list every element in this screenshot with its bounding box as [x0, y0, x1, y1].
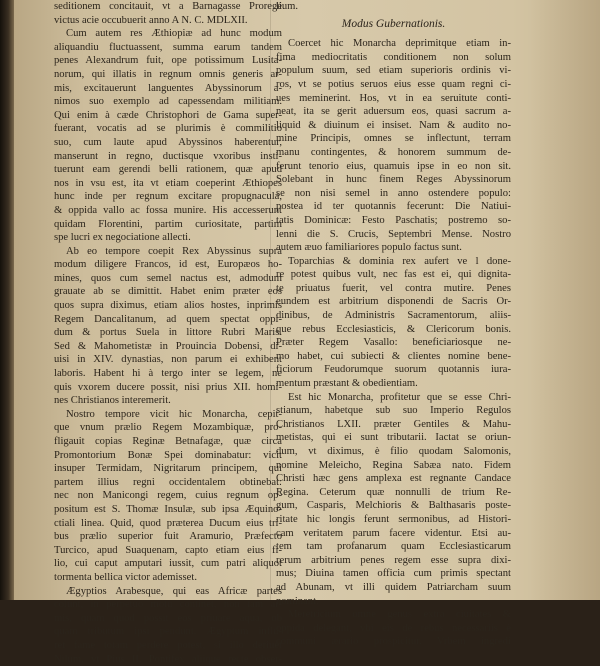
text-line: ficiorum Feudorumque suorum quotannis iura- [276, 363, 511, 377]
right-text-column [276, 0, 511, 600]
text-line: mis, quam quod possit eos priuare aqua, ob [54, 612, 282, 626]
text-line: Nostro tempore vicit hic Monarcha, cepit- [54, 408, 282, 422]
right-column-top-lines [276, 0, 511, 14]
text-line: se non nisi semel in anno ostendere populo: [276, 187, 511, 201]
book-binding [0, 0, 14, 600]
text-line: communi ærario prospicitur. Vrbem ingredi [276, 635, 511, 649]
text-line: norum, qui illatis in regnum omnis generis ar- [54, 68, 282, 82]
text-line: ad Abunam, vt illi quidem Patriarcham suum [276, 581, 511, 595]
text-line: fligauit copias Reginæ Betnafagæ, quæ circa [54, 435, 282, 449]
text-line: Christianos LXII. præter Gentiles & Mahu- [276, 418, 511, 432]
text-line: te priuatus fuerit, vel contra mutire. Penes [276, 282, 511, 296]
text-line: nominant. [276, 595, 511, 609]
text-line: fuerant, vocatis ad se plurimis è commilitio [54, 122, 282, 136]
text-line: nes Christianos interemerit. [54, 394, 282, 408]
text-line: mo habet, cui subiecti & clientes nomine bene- [276, 350, 511, 364]
text-line: ferunt tenorio eius, quamuis ipse in eo non sit. [276, 160, 511, 174]
text-line: insuper Termidam, Nigritarum principem, qui [54, 462, 282, 476]
text-line: mine Principis, omnes se inflectunt, terram [276, 132, 511, 146]
text-line: mus; Diuina tamen officia cum primis spectant [276, 567, 511, 581]
text-line: positum est S. Thomæ Insulæ, sub ipsa Æquino- [54, 503, 282, 517]
text-line: modum diligere Francos, id est, Europæos ho- [54, 258, 282, 272]
section-heading: Modus Gubernationis. [276, 18, 511, 32]
text-line: bus prælio superior fuit Aramurio, Præfecto [54, 530, 282, 544]
text-line: tatis Dominicæ: Festo Paschatis; postremo so- [276, 214, 511, 228]
text-line: Promontorium Bonæ Spei dominabatur: vicit [54, 449, 282, 463]
text-line: lenni die S. Crucis, Septembri Mense. Nostro [276, 228, 511, 242]
text-line: quos supra diximus, etiam alios hostes, inprimis [54, 299, 282, 313]
text-line: que rebus Ecclesiasticis, & Clericorum bonis. [276, 323, 511, 337]
text-line: victus acie occubuerit anno A N. C. MDLXII. [54, 14, 282, 28]
right-column-body [276, 37, 511, 649]
text-line: rerum arbitrium penes regem esse supra dixi- [276, 554, 511, 568]
text-line: manserunt in regno, ductisque vxoribus insti- [54, 150, 282, 164]
text-line: lium. [276, 0, 511, 14]
text-line: fima mediocritatis conditionem non solum [276, 51, 511, 65]
text-line: penes Alexandrum fuit, ope potissimum Lusita- [54, 54, 282, 68]
text-line: nec non Manicongi regem, cuius regnum op- [54, 489, 282, 503]
text-line: Qui enim à cæde Christophori de Gama super- [54, 109, 282, 123]
text-line: Præter Regem Vasallo: beneficiariosque ne- [276, 336, 511, 350]
text-line: hunc inde per regnum excitare propugnacula, [54, 190, 282, 204]
text-line: Toparchias & dominia rex aufert ve l done- [276, 255, 511, 269]
text-line: quis vxorem ducere possit, nisi prius XII. homi- [54, 381, 282, 395]
text-line: dum & portus Suela in littore Rubri Maris. [54, 326, 282, 340]
text-line: cam veritatem parum facere videntur. Etsi au- [276, 527, 511, 541]
text-line: ues meminerint. Hos, vt in ea seruitute conti- [276, 92, 511, 106]
text-line: populum suum, sed etiam superioris ordinis vi- [276, 64, 511, 78]
text-line: re potest quibus vult, nec fas est ei, qui dignita- [276, 268, 511, 282]
text-line: tuerunt eam gerendi belli rationem, quæ apud [54, 163, 282, 177]
text-line: Coercet hic Monarcha deprimitque etiam in- [276, 37, 511, 51]
text-line: ctiali linea. Quid, quod præterea Ducum eius tri- [54, 517, 282, 531]
book-page [14, 0, 600, 600]
text-line: Regem Dancalitanum, ad quem spectat oppi- [54, 313, 282, 327]
text-line: gum, Casparis, Melchioris & Balthasaris poste- [276, 499, 511, 513]
text-line: seditionem concitauit, vt a Barnagasse Proregé [54, 0, 282, 14]
text-line: mines, quos cum semel nactus est, admodum [54, 272, 282, 286]
text-line: dum, vt diximus, è filio quodam Salomonis, [276, 445, 511, 459]
text-line: stianum, habetque sub suo Imperio Regulos [276, 404, 511, 418]
text-line: uisi in XIV. dynastias, non parum ei exhibent [54, 353, 282, 367]
text-line: laboris. Habent hi à tergo inter se legem, ne [54, 367, 282, 381]
text-line: suo, cum laute apud Abyssinos haberentur, [54, 136, 282, 150]
text-line: colunt, in perpetuo motu continet, non tam ar- [54, 598, 282, 612]
left-text-column [54, 0, 282, 600]
text-line: Solebant in hunc finem Reges Abyssinorum [276, 173, 511, 187]
text-line: Cum autem res Æthiopiæ ad hunc modum [54, 27, 282, 41]
text-line: mis, excitauerunt languentes Abyssinorum a- [54, 82, 282, 96]
text-line: Regina. Ceterum quæ nonnulli de trium Re- [276, 486, 511, 500]
text-line: dinibus, de Administris Sacramentorum, aliis- [276, 309, 511, 323]
text-line: oppida delegant, vbi eis de rebus necessariis è [276, 622, 511, 636]
text-line: autem æuo familiariores populo factus sunt. [276, 241, 511, 255]
text-line: neat, ita se gerit aduersum eos, quasi sacrum a- [276, 105, 511, 119]
text-line: ret fame totam perdere potest, si illo deriuet [54, 639, 282, 653]
text-line: nomine Meleicho, Regina Sabæa nato. Fidem [276, 459, 511, 473]
text-line: Nilum, vt Pius II. Pontifex aliique recte obser- [54, 653, 282, 666]
text-line: mentum præstant & obedientiam. [276, 377, 511, 391]
text-line: quam tributum ipsi pendunt. Ægyptum influ- [54, 625, 282, 639]
text-line: Ægyptios Arabesque, qui eas Africæ partes [54, 585, 282, 599]
text-line: ritate hic longis ferunt sermonibus, ad Histori- [276, 513, 511, 527]
text-line: Est hic Monarcha, profitetur que se esse Chri- [276, 391, 511, 405]
text-line: spe lucri ex negociatione allecti. [54, 231, 282, 245]
text-line: partem illius regni occidentalem obtinebat: [54, 476, 282, 490]
text-line: Ab eo tempore coepit Rex Abyssinus supra [54, 245, 282, 259]
text-line: nimos suo exemplo ad capessendam militiam. [54, 95, 282, 109]
text-line: Sed & Mahometistæ in Prouincia Dobensi, di- [54, 340, 282, 354]
text-line: tem tam profanarum quam Ecclesiasticarum [276, 540, 511, 554]
text-line: tormenta bellica victor ademisset. [54, 571, 282, 585]
text-line: nos in vsu est, ita vt etiam coeperint Æthiopes [54, 177, 282, 191]
text-line: postea id ter quotannis fecerunt: Die Natiui- [276, 200, 511, 214]
text-line: metistas, qui ei sunt tributarii. Iactat se oriun- [276, 431, 511, 445]
text-line: Meretricium omne genus extra ciuitates & [276, 608, 511, 622]
text-line: eundem est arbitrium disponendi de Sacris Or- [276, 295, 511, 309]
text-line: & oppida vallo ac fossa munire. His accesserunt [54, 204, 282, 218]
page-edge-shadow [530, 0, 600, 600]
text-line: lio, cui caput amputari iussit, cum patri aliquot [54, 557, 282, 571]
text-line: aliquandiu fluctuassent, summa earum tandem [54, 41, 282, 55]
text-line: Christi hæc gens amplexa est regnante Candace [276, 472, 511, 486]
text-line: liquid & diuinum ei insiset. Nam & audito no- [276, 119, 511, 133]
text-line: ros, vt se potius seruos eius esse quam regni ci- [276, 78, 511, 92]
text-line: quidam Florentini, partim curiositate, partim [54, 218, 282, 232]
text-line: grauate ab se dimittit. Habet enim præter eos [54, 285, 282, 299]
text-line: manu contingentes, & honorem summum de- [276, 146, 511, 160]
text-line: que vnum prælio Regem Mozambiquæ, pro- [54, 421, 282, 435]
text-line: Turcico, apud Suaquenam, capto etiam eius fi- [54, 544, 282, 558]
